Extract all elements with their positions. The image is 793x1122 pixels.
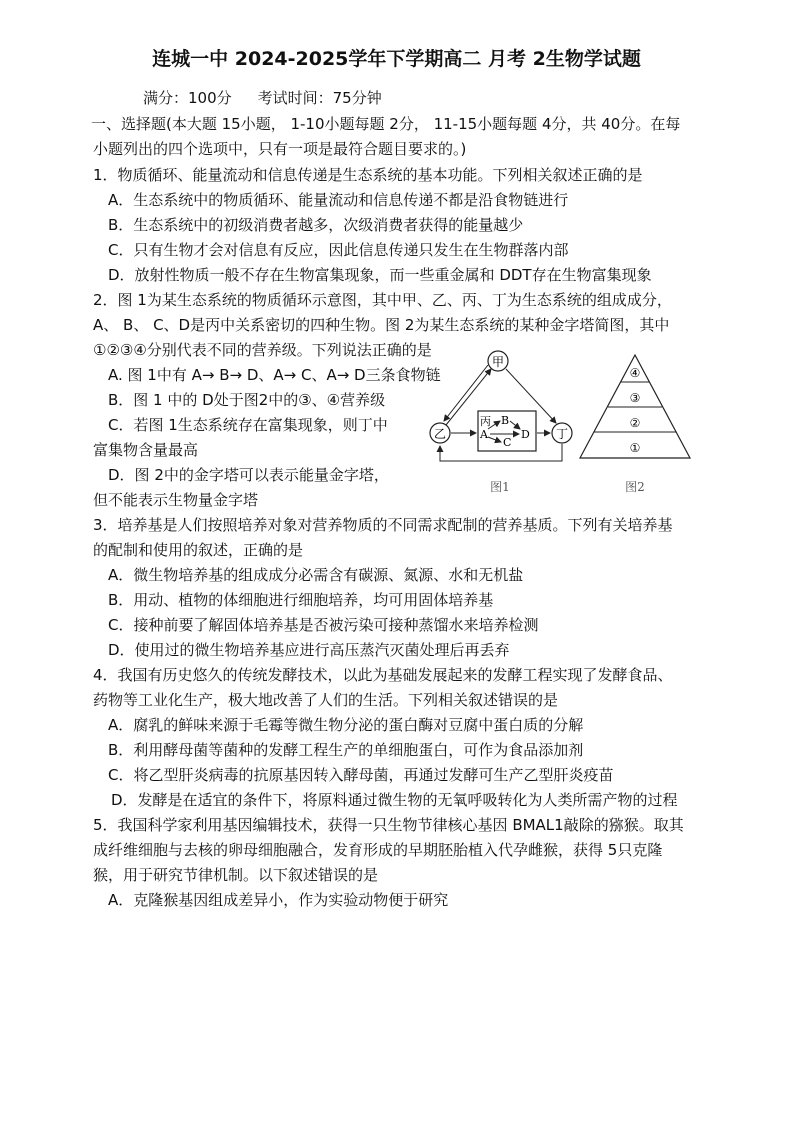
- label-ding: 丁: [555, 427, 569, 441]
- q1-option-d: D．放射性物质一般不存在生物富集现象，而一些重金属和 DDT存在生物富集现象: [108, 266, 652, 284]
- pyramid-level-4: ④: [629, 366, 641, 380]
- label-c: C: [503, 436, 512, 449]
- q1-option-b: B．生态系统中的初级消费者越多，次级消费者获得的能量越少: [108, 216, 524, 234]
- q4-option-b: B．利用酵母菌等菌种的发酵工程生产的单细胞蛋白，可作为食品添加剂: [108, 741, 584, 759]
- q1-option-c: C．只有生物才会对信息有反应，因此信息传递只发生在生物群落内部: [108, 241, 569, 259]
- exam-title: 连城一中 2024-2025学年下学期高二 月考 2生物学试题: [152, 48, 641, 70]
- q3-option-b: B．用动、植物的体细胞进行细胞培养，均可用固体培养基: [108, 591, 494, 609]
- q4-option-a: A．腐乳的鲜味来源于毛霉等微生物分泌的蛋白酶对豆腐中蛋白质的分解: [108, 716, 584, 734]
- label-bing: 丙: [480, 415, 491, 428]
- q2-option-d-line1: D．图 2中的金字塔可以表示能量金字塔，: [108, 466, 389, 484]
- pyramid-level-1: ①: [629, 441, 641, 455]
- pyramid-level-3: ③: [629, 391, 641, 405]
- q3-option-d: D．使用过的微生物培养基应进行高压蒸汽灭菌处理后再丢弃: [108, 641, 510, 659]
- q1-stem: 1．物质循环、能量流动和信息传递是生态系统的基本功能。下列相关叙述正确的是: [93, 166, 643, 184]
- q3-option-a: A．微生物培养基的组成成分必需含有碳源、氮源、水和无机盐: [108, 566, 524, 584]
- figure-2-caption: 图2: [625, 480, 645, 494]
- label-b: B: [501, 414, 510, 427]
- figure-2-pyramid: [575, 352, 695, 495]
- label-d: D: [521, 428, 530, 441]
- q5-stem-line1: 5．我国科学家利用基因编辑技术，获得一只生物节律核心基因 BMAL1敲除的猕猴。取其: [93, 816, 684, 834]
- q5-option-a: A．克隆猴基因组成差异小，作为实验动物便于研究: [108, 891, 449, 909]
- q2-option-d-line2: 但不能表示生物量金字塔: [93, 491, 259, 509]
- q4-option-d: D．发酵是在适宜的条件下，将原料通过微生物的无氧呼吸转化为人类所需产物的过程: [111, 791, 678, 809]
- exam-meta: [143, 88, 382, 108]
- q1-option-a: A．生态系统中的物质循环、能量流动和信息传递不都是沿食物链进行: [108, 191, 569, 209]
- q2-stem-line2: A、 B、 C、D是丙中关系密切的四种生物。图 2为某生态系统的某种金字塔简图，其中: [93, 316, 670, 334]
- q2-option-b: B．图 1 中的 D处于图2中的③、④营养级: [108, 391, 386, 409]
- figure-1-caption: 图1: [490, 480, 510, 494]
- q2-stem-line1: 2．图 1为某生态系统的物质循环示意图，其中甲、乙、丙、丁为生态系统的组成成分，: [93, 291, 672, 309]
- figure-1-material-cycle: [420, 345, 595, 495]
- q5-stem-line2: 成纤维细胞与去核的卵母细胞融合，发育形成的早期胚胎植入代孕雌猴，获得 5只克隆: [93, 841, 663, 859]
- q5-stem-line3: 猴，用于研究节律机制。以下叙述错误的是: [93, 866, 379, 884]
- q3-stem-line2: 的配制和使用的叙述，正确的是: [93, 541, 304, 559]
- q2-option-c-line1: C．若图 1生态系统存在富集现象，则丁中: [108, 416, 388, 434]
- q2-stem-line3: ①②③④分别代表不同的营养级。下列说法正确的是: [93, 341, 432, 359]
- q3-stem-line1: 3．培养基是人们按照培养对象对营养物质的不同需求配制的营养基质。下列有关培养基: [93, 516, 673, 534]
- q4-stem-line1: 4．我国有历史悠久的传统发酵技术，以此为基础发展起来的发酵工程实现了发酵食品、: [93, 666, 673, 684]
- exam-time: 考试时间：75分钟: [257, 89, 382, 107]
- label-a: A: [480, 428, 488, 441]
- label-jia: 甲: [491, 355, 505, 369]
- q3-option-c: C．接种前要了解固体培养基是否被污染可接种蒸馏水来培养检测: [108, 616, 539, 634]
- section-heading-line2: 小题列出的四个选项中，只有一项是最符合题目要求的。): [93, 140, 467, 158]
- q2-option-a: A. 图 1中有 A→ B→ D、A→ C、A→ D三条食物链: [108, 366, 441, 384]
- q2-option-c-line2: 富集物含量最高: [93, 441, 199, 459]
- full-score: 满分：100分: [143, 89, 232, 107]
- pyramid-level-2: ②: [629, 416, 641, 430]
- label-yi: 乙: [433, 427, 447, 441]
- q4-stem-line2: 药物等工业化生产，极大地改善了人们的生活。下列相关叙述错误的是: [93, 691, 559, 709]
- section-heading-line1: 一、选择题(本大题 15小题， 1-10小题每题 2分， 11-15小题每题 4分，共 40分。在每: [91, 115, 681, 133]
- q4-option-c: C．将乙型肝炎病毒的抗原基因转入酵母菌，再通过发酵可生产乙型肝炎疫苗: [108, 766, 614, 784]
